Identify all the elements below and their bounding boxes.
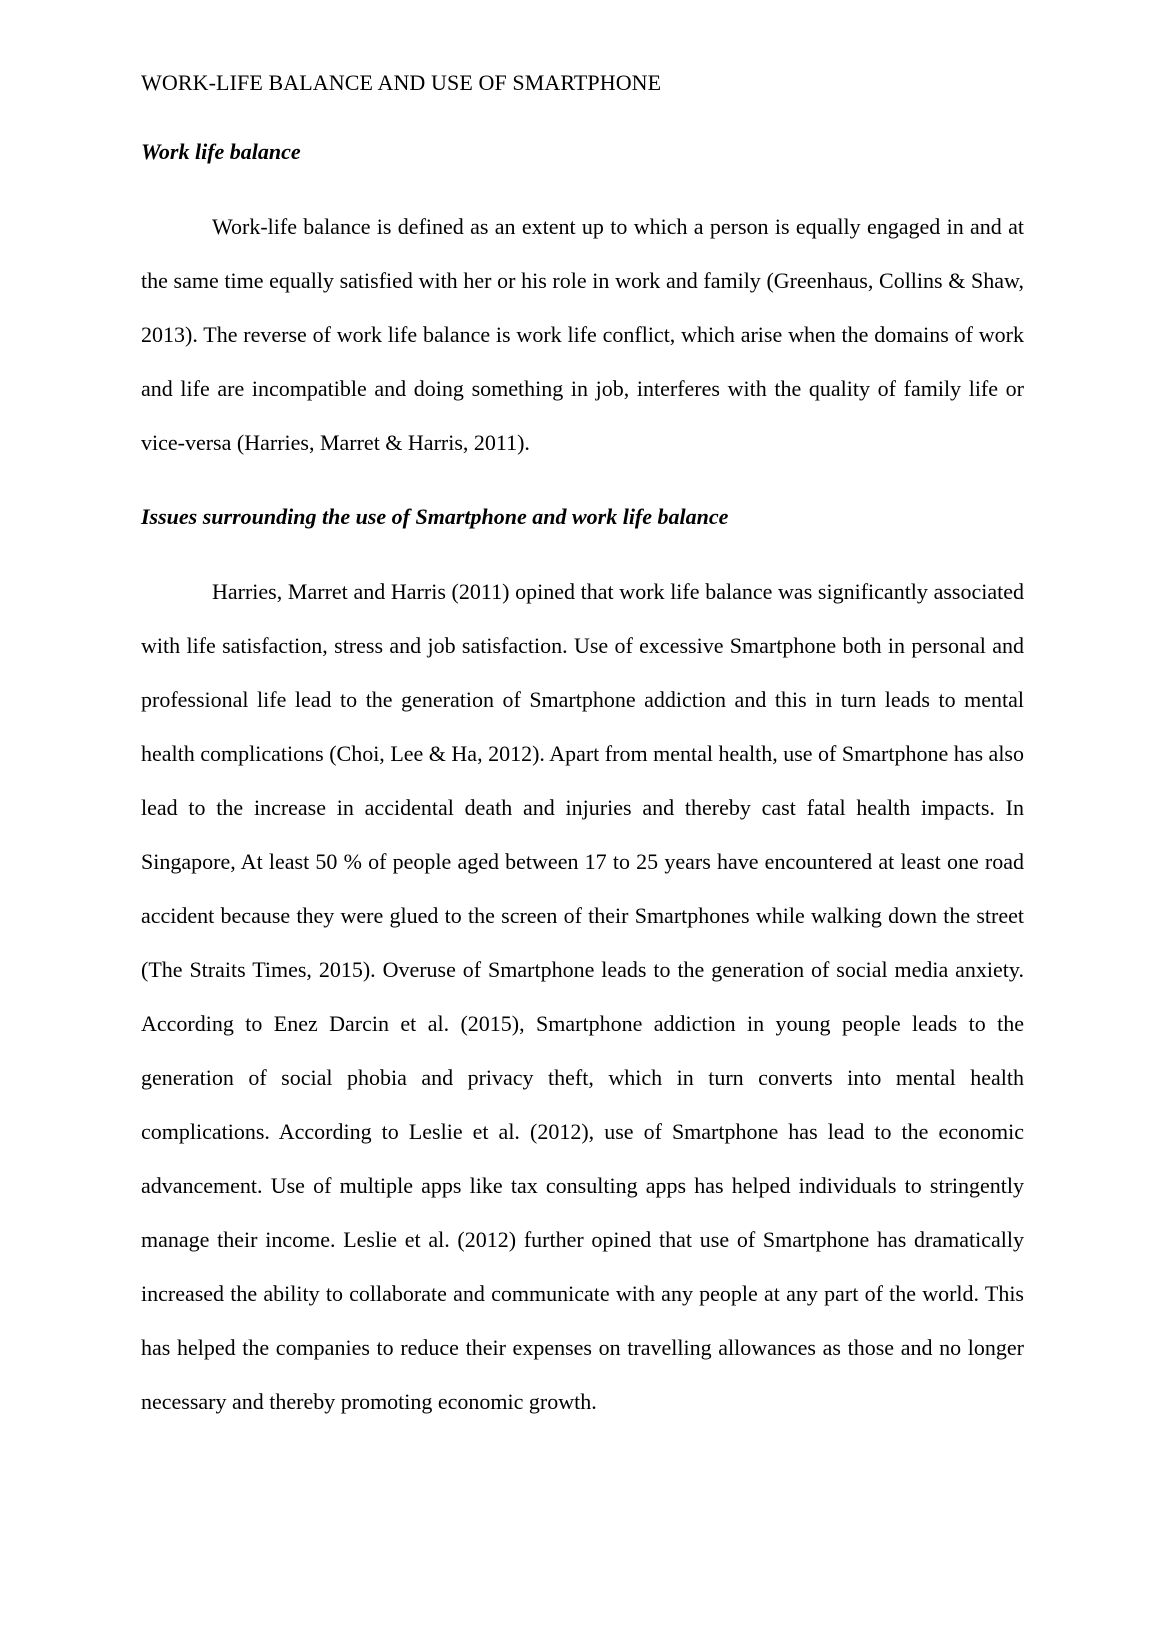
section-heading-smartphone-issues: Issues surrounding the use of Smartphone and work life balance: [141, 504, 729, 529]
section-heading-work-life-balance: Work life balance: [141, 139, 301, 164]
running-head: WORK-LIFE BALANCE AND USE OF SMARTPHONE: [141, 70, 662, 95]
paragraph-smartphone-issues: Harries, Marret and Harris (2011) opined that work life balance was significantly associated with life satisfaction, stress and job satisfaction. Use of excessive Smartphone both in personal and professional life lead to the generation of Smartphone addiction and this in turn leads to mental health complications (Choi, Lee & Ha, 2012). Apart from mental health, use of Smartphone has also lead to the increase in accidental death and injuries and thereby cast fatal health impacts. In Singapore, At least 50 % of people aged between 17 to 25 years have encountered at least one road accident because they were glued to the screen of their Smartphones while walking down the street (The Straits Times, 2015). Overuse of Smartphone leads to the generation of social media anxiety. According to Enez Darcin et al. (2015), Smartphone addiction in young people leads to the generation of social phobia and privacy theft, which in turn converts into mental health complications. According to Leslie et al. (2012), use of Smartphone has lead to the economic advancement. Use of multiple apps like tax consulting apps has helped individuals to stringently manage their income. Leslie et al. (2012) further opined that use of Smartphone has dramatically increased the ability to collaborate and communicate with any people at any part of the world. This has helped the companies to reduce their expenses on travelling allowances as those and no longer necessary and thereby promoting economic growth.: [141, 579, 1024, 1414]
paragraph-work-life-balance: Work-life balance is defined as an extent up to which a person is equally engaged in and at the same time equally satisfied with her or his role in work and family (Greenhaus, Collins & Shaw, 2013). The reverse of work life balance is work life conflict, which arise when the domains of work and life are incompatible and doing something in job, interferes with the quality of family life or vice-versa (Harries, Marret & Harris, 2011).: [141, 214, 1024, 455]
